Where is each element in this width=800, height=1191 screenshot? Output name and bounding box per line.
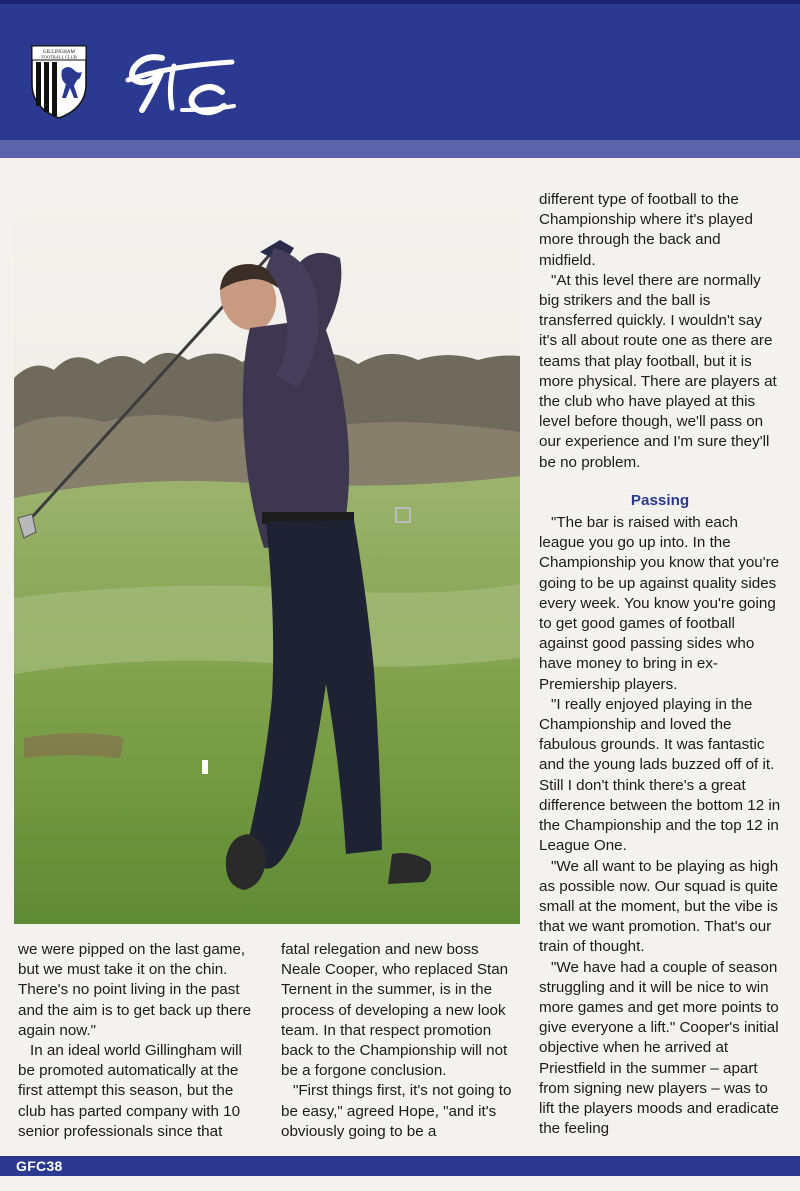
article-paragraph: "We all want to be playing as high as possible now. Our squad is quite small at the moment, but the vibe is that we want promotion. That's our train of thought.: [539, 857, 779, 956]
article-column-1: [18, 940, 260, 1142]
article-column-2: [281, 940, 517, 1142]
article-paragraph: "The bar is raised with each league you go up into. In the Championship you know that you're going to be up against quality sides every week. You know you're going to get good games of football against good passing sides who have money to bring in ex-Premiership players.: [539, 514, 780, 693]
golfer-swing-photo: [14, 178, 520, 924]
svg-text:FOOTBALL CLUB: FOOTBALL CLUB: [41, 54, 77, 60]
article-paragraph: fatal relegation and new boss Neale Cooper, who replaced Stan Ternent in the summer, is in the process of developing a new look team. In that respect promotion back to the Championship will not be a forgone conclusion.: [281, 941, 509, 1080]
page-number-label: GFC38: [16, 1158, 63, 1174]
article-paragraph: "We have had a couple of season struggling and it will be nice to win more games and get more points to give everyone a lift." Cooper's initial objective when he arrived at Priestfield in the summer – apart from signing new players – was to lift the players moods and eradicate the feeling: [539, 958, 779, 1138]
footer-bar: [0, 1156, 800, 1176]
article-paragraph: "First things first, it's not going to be easy," agreed Hope, "and it's obviously going to be a: [281, 1082, 512, 1140]
section-subheading: Passing: [630, 491, 690, 509]
gfc-monogram-logo: [118, 44, 238, 124]
article-column-3: [539, 190, 781, 1139]
article-paragraph: different type of football to the Championship where it's played more through the back and midfield.: [539, 191, 753, 269]
club-crest-icon: [30, 44, 88, 120]
article-paragraph: "I really enjoyed playing in the Championship and loved the fabulous grounds. It was fantastic and the young lads buzzed off of it. Still I don't think there's a great difference between the bottom 12 in the Championship and the top 12 in League One.: [539, 695, 781, 855]
header-bottom-band: [0, 140, 800, 158]
crest-lettering: GILLINGHAM: [43, 50, 75, 55]
article-paragraph: "At this level there are normally big strikers and the ball is transferred quickly. I wouldn't say it's all about route one as there are teams that play football, but it is more physical. There are players at the club who have played at this level before though, we'll pass on our experience and I'm sure they'll be no problem.: [539, 271, 777, 471]
header-top-rule: [0, 0, 800, 4]
article-paragraph: we were pipped on the last game, but we must take it on the chin. There's no point living in the past and the aim is to get back up there again now.": [18, 941, 252, 1039]
article-paragraph: In an ideal world Gillingham will be promoted automatically at the first attempt this season, but the club has parted company with 10 senior professionals since that: [18, 1042, 242, 1140]
